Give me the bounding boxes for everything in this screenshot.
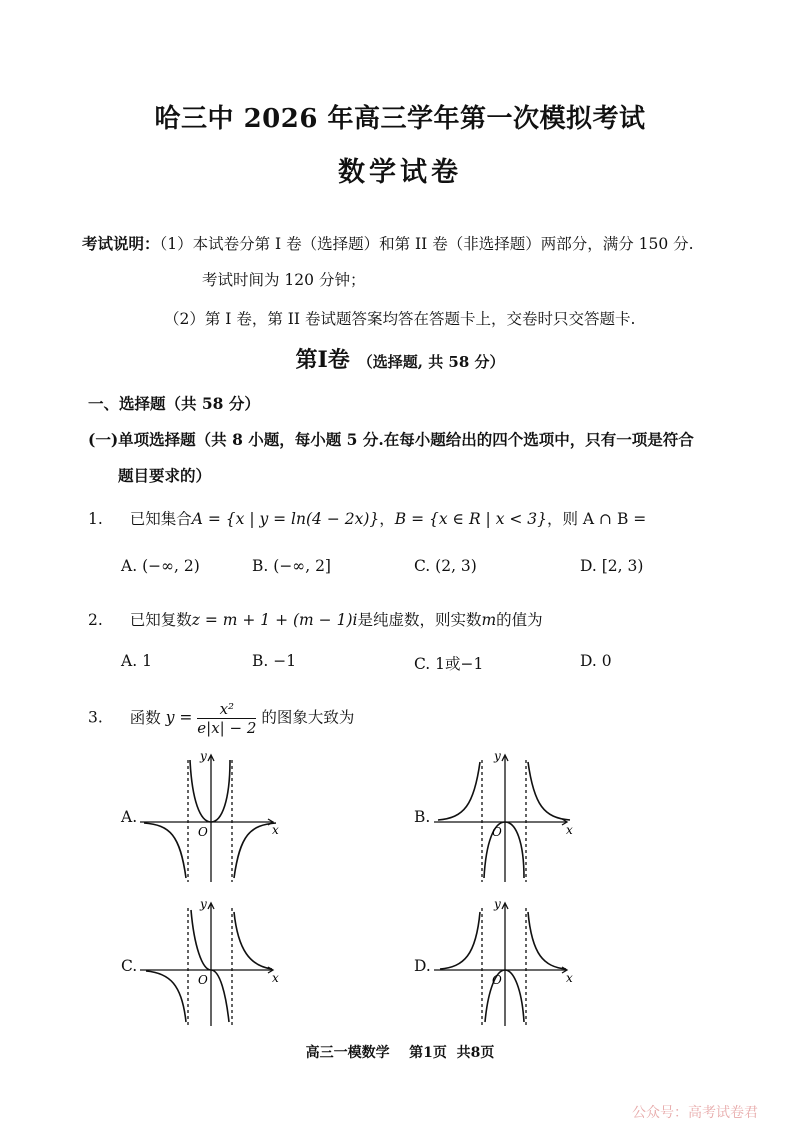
curve-center (484, 822, 524, 878)
graph-a (140, 750, 280, 885)
option-2d: D. 0 (580, 652, 612, 670)
option-1b: B. (−∞, 2] (252, 557, 331, 575)
instructions-line1 (82, 232, 694, 254)
question-stem-prefix: 已知复数 (129, 611, 192, 629)
option-2c: C. 1或−1 (414, 655, 484, 673)
instructions-line3: （2）第 I 卷，第 II 卷试题答案均答在答题卡上，交卷时只交答题卡. (164, 310, 636, 328)
origin-label: O (198, 825, 208, 839)
question-2 (88, 608, 543, 630)
question-number: 1. (88, 510, 103, 528)
set-a-expression: A = {x | y = ln(4 − 2x)} (191, 510, 380, 528)
page-footer: 高三一模数学 第1页 共8页 (305, 1045, 495, 1061)
part1-heading (0, 343, 800, 374)
x-label: x (566, 971, 573, 985)
option-1c: C. (2, 3) (414, 557, 477, 575)
curve-center (190, 760, 230, 822)
y-label: y (494, 749, 501, 763)
set-b-expression: B = {x ∈ R | x < 3} (394, 510, 547, 528)
question-1 (88, 507, 646, 529)
x-label: x (272, 971, 279, 985)
variable-m: m (481, 611, 497, 629)
section1-sub-line2: 题目要求的） (118, 466, 212, 485)
origin-label: O (492, 825, 502, 839)
curve-right (234, 912, 272, 969)
graph-label-b: B. (414, 808, 431, 826)
curve-left (440, 912, 480, 969)
origin-label: O (198, 973, 208, 987)
y-label: y (494, 897, 501, 911)
instructions-label: 考试说明： (82, 234, 160, 253)
curve-center (191, 910, 229, 1022)
curve-left (438, 762, 480, 820)
question-stem-suffix: 是纯虚数，则实数 (357, 611, 482, 629)
exam-subtitle: 数学试卷 (338, 157, 462, 188)
question-number: 2. (88, 611, 103, 629)
complex-expression: z = m + 1 + (m − 1)i (191, 611, 358, 629)
function-lhs: y = (165, 708, 193, 727)
instructions-line2: 考试时间为 120 分钟； (202, 271, 366, 289)
instructions-text-1: （1）本试卷分第 I 卷（选择题）和第 II 卷（非选择题）两部分，满分 150 分. (159, 235, 694, 253)
x-label: x (272, 823, 279, 837)
question-stem-suffix: ，则 A ∩ B = (547, 510, 647, 528)
option-1d: D. [2, 3) (580, 557, 644, 575)
question-number: 3. (88, 708, 103, 727)
graph-label-a: A. (121, 808, 138, 826)
option-1a: A. (−∞, 2) (121, 557, 200, 575)
question-stem-prefix: 已知集合 (129, 510, 192, 528)
graph-c (140, 897, 280, 1030)
y-label: y (200, 749, 207, 763)
curve-right (528, 912, 566, 969)
curve-left (144, 823, 186, 878)
watermark: 公众号：高考试卷君 (632, 1105, 758, 1121)
curve-right (234, 823, 276, 878)
fraction-denominator: e|x| − 2 (197, 719, 257, 737)
question-stem-prefix: 函数 (129, 708, 161, 727)
curve-right (528, 762, 570, 820)
option-2b: B. −1 (252, 652, 297, 670)
graph-label-d: D. (414, 957, 431, 975)
curve-left (146, 971, 186, 1022)
graph-d (434, 897, 574, 1030)
part1-note: （选择题, 共 58 分） (357, 353, 505, 371)
section1-heading: 一、选择题（共 58 分） (88, 394, 260, 413)
question-3 (88, 700, 354, 737)
section1-sub-line1: (一)单项选择题（共 8 小题，每小题 5 分.在每小题给出的四个选项中，只有一项是符合 (88, 430, 694, 449)
origin-label: O (492, 973, 502, 987)
question-stem-suffix: 的图象大致为 (261, 708, 355, 727)
option-2a: A. 1 (121, 652, 152, 670)
graph-b (434, 750, 574, 885)
x-label: x (566, 823, 573, 837)
question-separator: ， (379, 510, 395, 528)
part1-title: 第I卷 (295, 347, 350, 373)
graph-label-c: C. (121, 957, 138, 975)
y-label: y (200, 897, 207, 911)
exam-title: 哈三中 2026 年高三学年第一次模拟考试 (154, 104, 646, 134)
question-stem-end: 的值为 (496, 611, 543, 629)
function-fraction (197, 700, 256, 737)
fraction-numerator: x² (197, 700, 256, 719)
